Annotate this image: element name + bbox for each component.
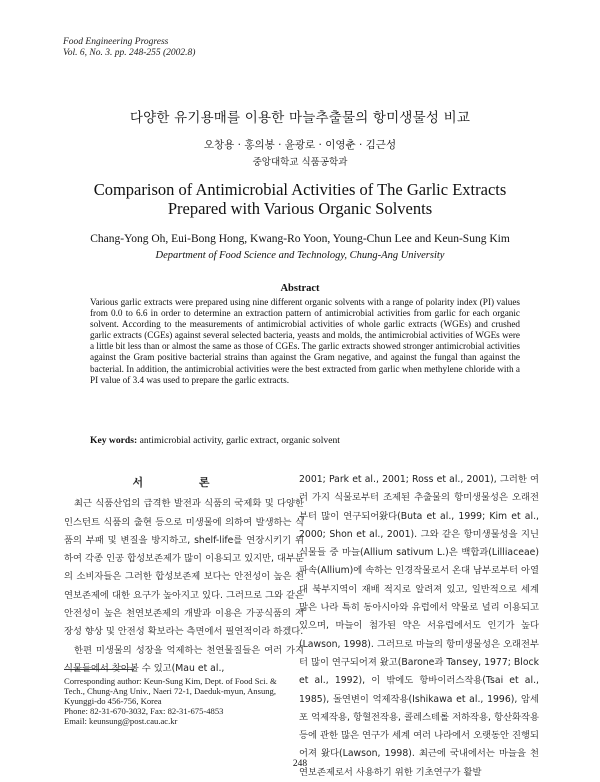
english-authors: Chang-Yong Oh, Eui-Bong Hong, Kwang-Ro Yoon, Young-Chun Lee and Keun-Sung Kim (90, 233, 510, 245)
keywords (90, 435, 520, 446)
intro-paragraph-right: 2001; Park et al., 2001; Ross et al., 2001), 그러한 여러 가지 식물로부터 조제된 추출물의 항미생물성은 오래전부터 많이 연구되어왔다(Buta et al., 1999; Kim et al., 2000; Shon et al., 2001). 그와 같은 항미생물성을 지닌 식물들 중 마늘(Allium sativum L.)은 백합과(Lilliaceae) 파속(Allium)에 속하는 인경작물로서 온대 남부로부터 아열대 북부지역이 재배 적지로 알려져 있고, 일반적으로 세계 많은 나라 특히 동아시아와 유럽에서 약물로 널리 이용되고 있으며, 마늘이 첨가된 약은 서유럽에서도 인기가 높다(Lawson, 1998). 그러므로 마늘의 항미생물성은 오래전부터 많이 연구되어져 왔고(Barone과 Tansey, 1977; Block et al., 1992), 이 밖에도 항바이러스작용(Tsai et al., 1985), 돌연변이 억제작용(Ishikawa et al., 1996), 암세포 억제작용, 항혈전작용, 콜레스테롤 저하작용, 항산화작용 등에 관한 많은 연구가 세계 여러 나라에서 오랫동안 진행되어져 왔다(Lawson, 1998). 최근에 국내에서는 마늘을 천연보존제로서 사용하기 위한 기초연구가 활발 (299, 474, 539, 778)
footnote-email: Email: keunsung@post.cau.ac.kr (64, 716, 178, 726)
english-title (0, 180, 600, 218)
abstract-heading: Abstract (280, 283, 320, 294)
intro-paragraph-2: 한편 미생물의 성장을 억제하는 천연물질들은 여러 가지 식물들에서 찾아볼 수 있고(Mau et al., (64, 644, 304, 674)
english-title-line2: Prepared with Various Organic Solvents (167, 199, 433, 218)
journal-volume: Vol. 6, No. 3. pp. 248-255 (2002.8) (63, 48, 196, 58)
journal-info (63, 37, 195, 59)
footnote-divider (64, 669, 134, 670)
footnote-phone: Phone: 82-31-670-3032, Fax: 82-31-675-4853 (64, 706, 224, 716)
intro-paragraph-1: 최근 식품산업의 급격한 발전과 식품의 국제화 및 다양한 인스턴트 식품의 출현 등으로 미생물에 의하여 발생하는 식품의 부패 및 변질을 방지하고, shelf-life를 연장시키기 위하여 각종 인공 합성보존제가 많이 이용되고 있지만, 대부분의 소비자들은 그러한 합성보존제 보다는 안전성이 높은 천연보존제에 대한 요구가 높아지고 있다. 그러므로 그와 같은 안전성이 높은 천연보존제의 개발과 이용은 가공식품의 저장성 향상 및 안전성 확보라는 측면에서 필연적이라 하겠다. (64, 498, 304, 638)
korean-authors: 오창용 · 홍의봉 · 윤광로 · 이영춘 · 김근성 (203, 139, 397, 151)
right-column (299, 471, 539, 782)
journal-name: Food Engineering Progress (63, 37, 169, 47)
intro-heading: 서 론 (132, 476, 236, 489)
left-column (64, 471, 304, 678)
footnote (64, 676, 289, 726)
page-number: 248 (292, 759, 308, 769)
english-title-line1: Comparison of Antimicrobial Activities of The Garlic Extracts (93, 180, 507, 199)
keywords-list: antimicrobial activity, garlic extract, organic solvent (139, 435, 340, 446)
korean-affiliation: 중앙대학교 식품공학과 (252, 157, 348, 168)
korean-title: 다양한 유기용매를 이용한 마늘추출물의 항미생물성 비교 (129, 110, 471, 126)
footnote-author: Corresponding author: Keun-Sung Kim, Dept. of Food Sci. & Tech., Chung-Ang Univ., Naeri 72-1, Daeduk-myun, Ansung, Kyunggi-do 456-756, Korea (64, 676, 277, 706)
english-affiliation: Department of Food Science and Technology, Chung-Ang University (155, 250, 445, 261)
keywords-label: Key words: (90, 435, 138, 446)
abstract-text: Various garlic extracts were prepared using nine different organic solvents with a range of polarity index (PI) values from 0.0 to 6.6 in order to determine an extraction pattern of antimicrobial activities from garlic for each organic solvent. According to the measurements of antimicrobial activities of whole garlic extracts (WGEs) and crushed garlic extracts (CGEs) against several selected bacteria, yeasts and molds, the antimicrobial activities of WGEs were a little bit less than or almost the same as those of CGEs. The garlic extracts showed stronger antimicrobial activities against the Gram positive bacterial strains than against the Gram negative, and against the fungal than against the bacterial. In addition, the antimicrobial activities were the best extracted from garlic when methylene chloride with a PI value of 3.4 was used to prepare the garlic extracts. (90, 297, 520, 385)
